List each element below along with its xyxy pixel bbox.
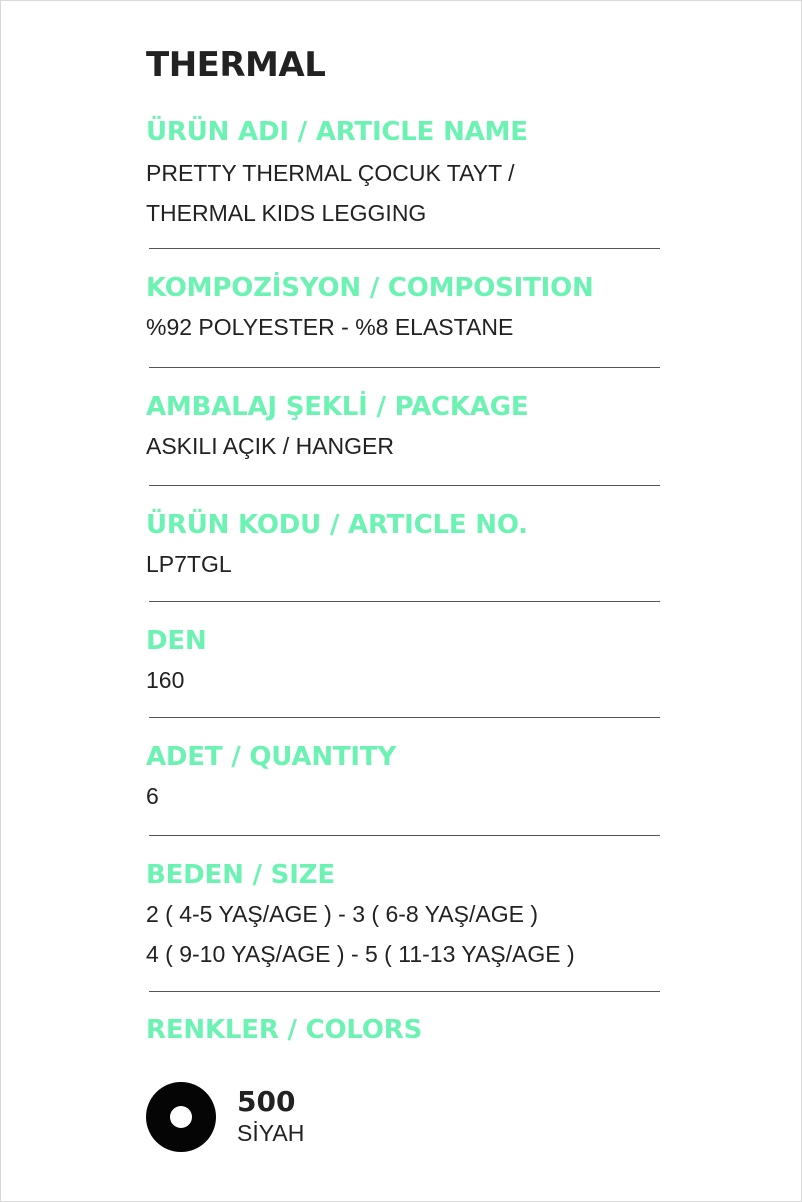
section-quantity [146, 742, 666, 816]
section-colors [146, 1015, 666, 1045]
section-value: 6 [146, 783, 159, 809]
divider [149, 835, 660, 836]
divider [149, 248, 660, 249]
divider [149, 367, 660, 368]
divider [149, 991, 660, 992]
section-value: 4 ( 9-10 YAŞ/AGE ) - 5 ( 11-13 YAŞ/AGE ) [146, 941, 575, 967]
color-name: SİYAH [237, 1120, 305, 1146]
section-value: 160 [146, 667, 185, 693]
section-article-no [146, 510, 666, 584]
section-package [146, 392, 666, 466]
section-label: ADET / QUANTITY [146, 742, 397, 772]
section-label: ÜRÜN KODU / ARTICLE NO. [146, 510, 528, 540]
section-label: ÜRÜN ADI / ARTICLE NAME [146, 117, 528, 147]
section-size [146, 860, 666, 974]
color-code: 500 [237, 1085, 296, 1118]
section-value: 2 ( 4-5 YAŞ/AGE ) - 3 ( 6-8 YAŞ/AGE ) [146, 901, 538, 927]
divider [149, 485, 660, 486]
section-label: RENKLER / COLORS [146, 1015, 423, 1045]
section-composition [146, 273, 666, 347]
divider [149, 601, 660, 602]
section-value: %92 POLYESTER - %8 ELASTANE [146, 314, 514, 340]
section-label: DEN [146, 626, 207, 656]
section-value: ASKILI AÇIK / HANGER [146, 433, 394, 459]
section-den [146, 626, 666, 700]
section-value: LP7TGL [146, 551, 232, 577]
section-article-name [146, 117, 666, 233]
section-value: THERMAL KIDS LEGGING [146, 200, 427, 226]
divider [149, 717, 660, 718]
color-swatch [146, 1082, 216, 1152]
section-value: PRETTY THERMAL ÇOCUK TAYT / [146, 160, 515, 186]
page-title: THERMAL [146, 45, 326, 85]
section-label: AMBALAJ ŞEKLİ / PACKAGE [146, 392, 529, 422]
section-label: KOMPOZİSYON / COMPOSITION [146, 273, 594, 303]
section-label: BEDEN / SIZE [146, 860, 335, 890]
